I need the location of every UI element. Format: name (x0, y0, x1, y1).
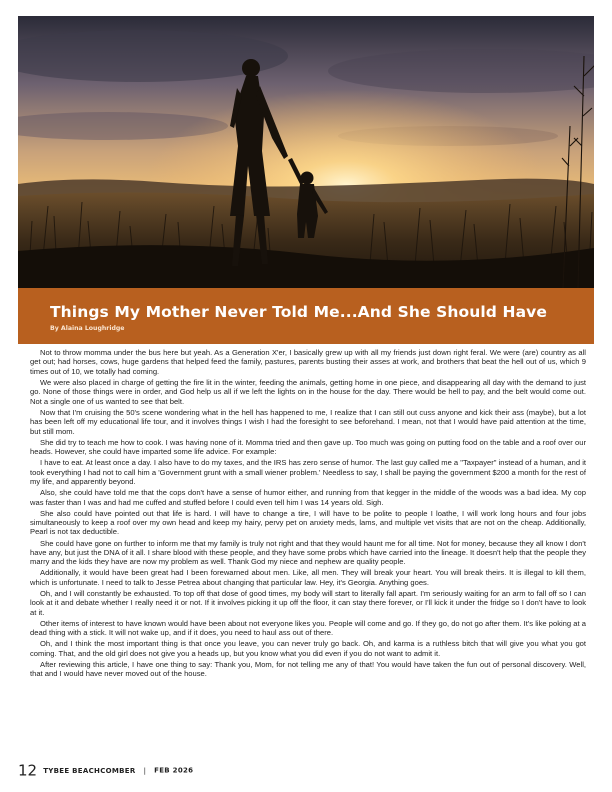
publication-name: TYBEE BEACHCOMBER (43, 766, 136, 775)
article-paragraph: Not to throw momma under the bus here but yeah. As a Generation X'er, I basically grew up with all my friends just down right feral. We were (are) country as all get out; had horses, cows, huge gardens that helped feed the family, pastures, parents busting their asses at work, and brothers that beat the hell out of us, which 9 times out of 10, we totally had coming. (30, 348, 586, 376)
article-paragraph: Other items of interest to have known would have been about not everyone likes you. People will come and go. If they go, do not go after them. It's like poking at a dead thing with a stick. It will not wake up, and if it does, you need to haul ass out of there. (30, 618, 586, 638)
article-byline: By Alaina Loughridge (50, 325, 125, 332)
article-paragraph: We were also placed in charge of getting the fire lit in the winter, feeding the animals, getting home in one piece, and disappearing all day with the demand to just go. None of those things were in order, and God help us all if we left the lights on in the house for the day. There would be hell to pay, and the belt would come out. Not a single one of us wanted to see that belt. (30, 377, 586, 406)
article-title: Things My Mother Never Told Me...And She Should Have (50, 303, 547, 321)
article-paragraph: Oh, and I will constantly be exhausted. To top off that dose of good times, my body will start to literally fall apart. I'm seriously waiting for an arm to fall off so I can look at it and debate whether I really need it or not. If it involves picking it up off the floor, it can stay there forever, or I'll kick it under the fridge so I don't have to look at it. (30, 588, 586, 617)
sunset-silhouette-image (18, 16, 594, 288)
article-paragraph: Also, she could have told me that the cops don't have a sense of humor either, and running from that kegger in the middle of the woods was a bad idea. My cop was faster than I was and had me cuffed and stuffed before I could even tell him I was 14 years old. Sigh. (30, 488, 586, 507)
article-paragraph: After reviewing this article, I have one thing to say: Thank you, Mom, for not telling me any of that! You would have taken the fun out of personal discovery. Well, that and I would have never moved out of the house. (30, 659, 586, 679)
hero-photo (18, 16, 594, 288)
article-paragraph: She also could have pointed out that life is hard. I will have to change a tire, I will have to be polite to people I loathe, I will work long hours and four jobs simultaneously to keep a roof over my own head and keep my hairy, pervy pet on anxiety meds, lams, and multiple vet visits that are not on the cheap. Additionally, Pearl is not tax deductible. (30, 508, 586, 537)
title-banner (18, 288, 594, 344)
article-paragraph: Oh, and I think the most important thing is that once you leave, you can never truly go back. Oh, and karma is a ruthless bitch that will give you what you got coming. That, and the old girl does not give you a heads up, but you know what you did even if you do not want to admit it. (30, 639, 586, 658)
article-paragraph: She could have gone on further to inform me that my family is truly not right and that they would haunt me for all time. Not for money, because they all know I don't have any, but just the DNA of it all. I share blood with these people, and they have some probs which have carried into the lineage. It doesn't help that the people they marry and the kids they have are now my problem as well. Thank God my niece and nephew are quality people. (30, 538, 586, 567)
footer-separator: | (143, 766, 147, 775)
article-paragraph: She did try to teach me how to cook. I was having none of it. Momma tried and then gave up. Too much was going on putting food on the table and a roof over our heads. However, she could have imparted some life advice. For example: (30, 437, 586, 457)
article-paragraph: Now that I'm cruising the 50's scene wondering what in the hell has happened to me, I realize that I can still out cuss anyone and kick their ass (maybe), but a lot has been left off my educational life tour, and it involves things I wish I had the foresight to see beforehand. I mean, not that I would have paid attention at the time, but still mom. (30, 407, 586, 436)
page-number: 12 (18, 761, 38, 780)
issue-date: FEB 2026 (154, 766, 194, 775)
page-footer (18, 760, 193, 780)
article-paragraph: I have to eat. At least once a day. I also have to do my taxes, and the IRS has zero sense of humor. The last guy called me a "Taxpayer" instead of a human, and it took everything I had not to call him a 'Government grunt with a small wiener problem.' Needless to say, I shall be paying the government $200 a month for the rest of my life, and apparently beyond. (30, 458, 586, 487)
article-body (30, 348, 586, 754)
article-paragraph: Additionally, it would have been great had I been forewarned about men. Like, all men. They will break your heart. You will break theirs. It is illegal to kill them, which is unfortunate. I need to talk to Jesse Petrea about changing that particular law. Hey, it's Georgia. Anything goes. (30, 568, 586, 587)
